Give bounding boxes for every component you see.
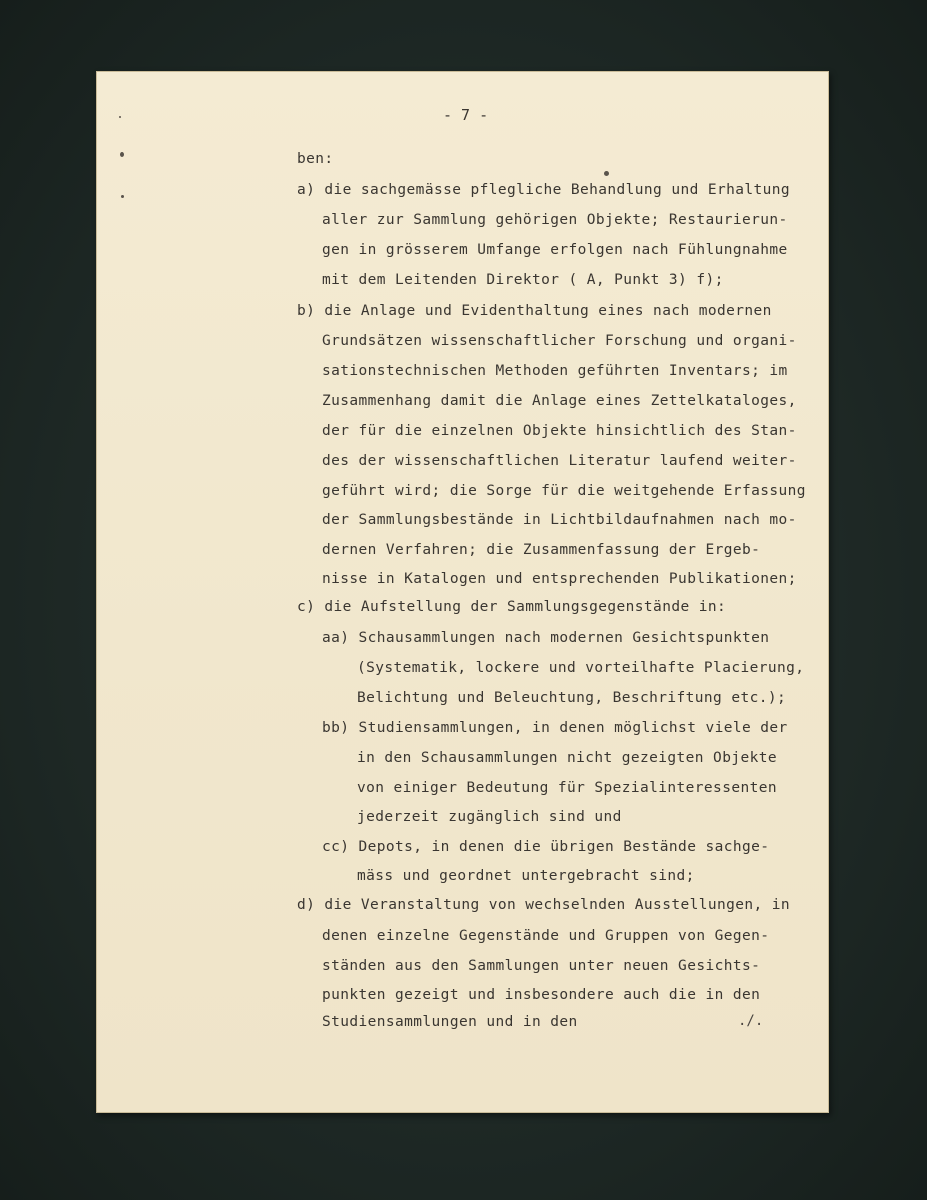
text-line-19: Belichtung und Beleuchtung, Beschriftung etc.);	[357, 690, 787, 706]
text-line-26: d) die Veranstaltung von wechselnden Ausstellungen, in	[297, 897, 791, 913]
text-line-8: sationstechnischen Methoden geführten Inventars; im	[322, 363, 788, 379]
text-line-24: cc) Depots, in denen die übrigen Bestände sachge-	[322, 839, 770, 855]
text-line-11: des der wissenschaftlichen Literatur laufend weiter-	[322, 453, 797, 469]
text-line-12: geführt wird; die Sorge für die weitgehende Erfassung	[322, 483, 806, 499]
text-line-13: der Sammlungsbestände in Lichtbildaufnahmen nach mo-	[322, 512, 797, 528]
text-line-4: gen in grösserem Umfange erfolgen nach Fühlungnahme	[322, 242, 788, 258]
text-line-28: ständen aus den Sammlungen unter neuen Gesichts-	[322, 958, 761, 974]
text-line-21: in den Schausammlungen nicht gezeigten Objekte	[357, 750, 777, 766]
text-line-29: punkten gezeigt und insbesondere auch die in den	[322, 987, 761, 1003]
text-line-3: aller zur Sammlung gehörigen Objekte; Restaurierun-	[322, 212, 788, 228]
text-line-20: bb) Studiensammlungen, in denen möglichst viele der	[322, 720, 788, 736]
ink-speck	[604, 171, 609, 176]
text-line-1: ben:	[297, 151, 334, 167]
text-line-6: b) die Anlage und Evidenthaltung eines nach modernen	[297, 303, 772, 319]
text-line-5: mit dem Leitenden Direktor ( A, Punkt 3) f);	[322, 272, 724, 288]
text-line-7: Grundsätzen wissenschaftlicher Forschung und organi-	[322, 333, 797, 349]
text-line-10: der für die einzelnen Objekte hinsichtlich des Stan-	[322, 423, 797, 439]
ink-speck	[120, 152, 124, 157]
text-line-16: c) die Aufstellung der Sammlungsgegenstände in:	[297, 599, 727, 615]
text-line-25: mäss und geordnet untergebracht sind;	[357, 868, 695, 884]
text-line-18: (Systematik, lockere und vorteilhafte Placierung,	[357, 660, 805, 676]
text-line-9: Zusammenhang damit die Anlage eines Zettelkataloges,	[322, 393, 797, 409]
ink-speck	[121, 195, 124, 198]
text-line-22: von einiger Bedeutung für Spezialinteressenten	[357, 780, 777, 796]
text-line-23: jederzeit zugänglich sind und	[357, 809, 622, 825]
text-line-27: denen einzelne Gegenstände und Gruppen von Gegen-	[322, 928, 770, 944]
text-line-30: Studiensammlungen und in den	[322, 1014, 578, 1030]
text-line-14: dernen Verfahren; die Zusammenfassung der Ergeb-	[322, 542, 761, 558]
text-line-17: aa) Schausammlungen nach modernen Gesichtspunkten	[322, 630, 770, 646]
ink-speck	[119, 116, 121, 118]
continuation-mark: ./.	[738, 1013, 764, 1029]
text-line-15: nisse in Katalogen und entsprechenden Publikationen;	[322, 571, 797, 587]
text-line-2: a) die sachgemässe pflegliche Behandlung und Erhaltung	[297, 182, 791, 198]
page-number: - 7 -	[443, 106, 489, 124]
